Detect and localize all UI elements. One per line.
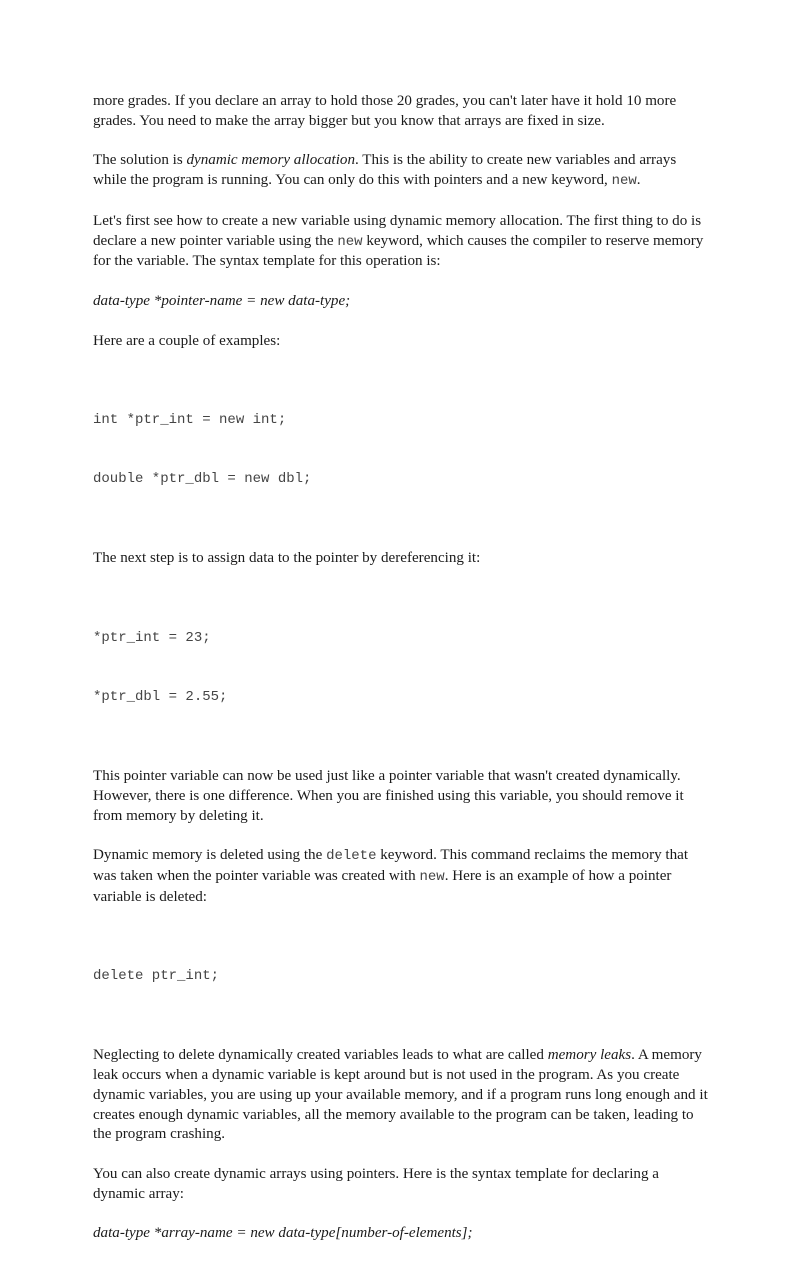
code-block-assignments bbox=[93, 589, 713, 747]
document-page bbox=[93, 92, 713, 1264]
code-line: *ptr_dbl = 2.55; bbox=[93, 688, 228, 705]
term-dynamic-memory-allocation: dynamic memory allocation bbox=[186, 152, 356, 169]
keyword-new: new bbox=[337, 233, 363, 250]
paragraph-intro: more grades. If you declare an array to hold those 20 grades, you can't later have it hold 10 more grades. You need to make the array bigger but you know that arrays are fixed in size. bbox=[93, 93, 677, 129]
term-memory-leaks: memory leaks bbox=[547, 1047, 632, 1064]
code-block-declarations bbox=[93, 371, 713, 529]
paragraph-examples: Here are a couple of examples: bbox=[93, 332, 281, 349]
keyword-new: new bbox=[611, 173, 637, 190]
code-line: *ptr_int = 23; bbox=[93, 629, 211, 646]
paragraph-delete: Dynamic memory is deleted using the delete keyword. This command reclaims the memory that was taken when the pointer variable was created with new. Here is an example of how a pointer variable is deleted: bbox=[93, 847, 689, 905]
paragraph-new-variable: Let's first see how to create a new variable using dynamic memory allocation. The first thing to do is declare a new pointer variable using the new keyword, which causes the compiler to reserve memory for the variable. The syntax template for this operation is: bbox=[93, 212, 704, 270]
paragraph-memory-leaks: Neglecting to delete dynamically created variables leads to what are called memory leaks. A memory leak occurs when a dynamic variable is kept around but is not used in the program. As you create dynamic variables, you are using up your available memory, and if a program runs long enough and it creates enough dynamic variables, all the memory available to the program can be taken, leading to the program crashing. bbox=[93, 1047, 708, 1143]
paragraph-assign: The next step is to assign data to the pointer by dereferencing it: bbox=[93, 550, 481, 567]
paragraph-solution: The solution is dynamic memory allocation. This is the ability to create new variables and arrays while the program is running. You can only do this with pointers and a new keyword, new. bbox=[93, 152, 677, 190]
syntax-template-array: data-type *array-name = new data-type[number-of-elements]; bbox=[93, 1225, 473, 1242]
code-block-delete bbox=[93, 927, 713, 1026]
paragraph-dynamic-arrays: You can also create dynamic arrays using pointers. Here is the syntax template for declaring a dynamic array: bbox=[93, 1166, 659, 1202]
keyword-new: new bbox=[419, 869, 445, 886]
code-line: double *ptr_dbl = new dbl; bbox=[93, 471, 312, 488]
syntax-template-variable: data-type *pointer-name = new data-type; bbox=[93, 292, 351, 309]
code-line: int *ptr_int = new int; bbox=[93, 411, 287, 428]
keyword-delete: delete bbox=[326, 848, 377, 865]
code-line: delete ptr_int; bbox=[93, 968, 220, 985]
paragraph-difference: This pointer variable can now be used just like a pointer variable that wasn't created dynamically. However, there is one difference. When you are finished using this variable, you should remove it from memory by deleting it. bbox=[93, 768, 684, 824]
